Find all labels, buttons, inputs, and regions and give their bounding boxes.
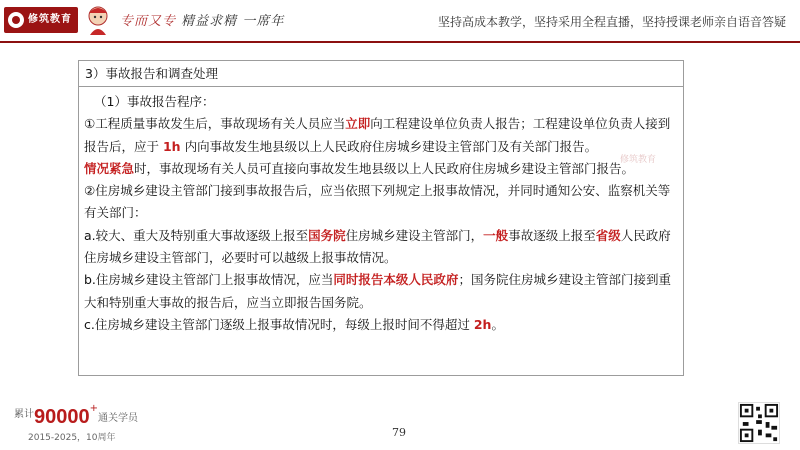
slogan-signature: 一席年 <box>242 14 285 29</box>
p1-text-c: 向工程建设单位负责人报告；工程建设单位负责人接到报告后，应于 <box>84 116 671 154</box>
p4-text-c: 住房城乡建设主管部门， <box>345 227 484 243</box>
watermark: 修筑教育 <box>620 155 657 165</box>
paragraph-1 <box>84 113 679 158</box>
paragraph-5 <box>84 269 679 314</box>
content-body <box>79 87 683 336</box>
header-bar <box>0 0 800 44</box>
paragraph-6 <box>84 314 679 336</box>
stat-plus: + <box>89 403 99 414</box>
section-title: 3）事故报告和调查处理 <box>79 61 683 87</box>
paragraph-3: ②住房城乡建设主管部门接到事故报告后，应当依照下列规定上报事故情况，并同时通知公安、监察机关等有关部门： <box>84 183 671 221</box>
logo-emblem-icon <box>8 12 24 28</box>
p6-text-a: c.住房城乡建设主管部门逐级上报事故情况时，每级上报时间不得超过 <box>84 316 474 332</box>
p4-text-a: a.较大、重大及特别重大事故逐级上报至 <box>84 227 309 243</box>
p5-text-c: ；国务院住房城乡建设主管部门接到重大和特别重大事故的报告后，应当立即报告国务院。 <box>84 272 671 310</box>
logo-text: 修筑教育 <box>28 14 72 25</box>
p1-text-e: 内向事故发生地县级以上人民政府住房城乡建设主管部门及有关部门报告。 <box>180 138 598 154</box>
paragraph-4 <box>84 225 679 270</box>
p2-text-b: 时，事故现场有关人员可直接向事故发生地县级以上人民政府住房城乡建设主管部门报告。 <box>134 160 635 176</box>
slogan-part-2: 精益求精 <box>181 14 238 29</box>
p6-text-c: 。 <box>491 316 504 332</box>
stat-suffix: 通关学员 <box>98 413 139 424</box>
stat-label: 累计 <box>14 409 34 420</box>
footer-stat <box>14 403 138 429</box>
p1-highlight-immediately: 立即 <box>345 116 371 132</box>
header-tagline: 坚持高成本教学，坚持采用全程直播，坚持授课老师亲自语音答疑 <box>437 15 786 29</box>
p4-text-g: 人民政府住房城乡建设主管部门，必要时可以越级上报事故情况。 <box>84 227 671 266</box>
p4-text-e: 事故逐级上报至 <box>508 227 596 243</box>
qr-code-icon <box>738 402 780 444</box>
p2-highlight-emergency: 情况紧急 <box>84 160 135 176</box>
page-number: 79 <box>392 426 406 439</box>
slogan-part-1: 专而又专 <box>120 14 177 29</box>
p1-text-a: ①工程质量事故发生后，事故现场有关人员应当 <box>84 116 346 132</box>
p4-highlight-general: 一般 <box>483 227 509 243</box>
p5-text-a: b.住房城乡建设主管部门上报事故情况，应当 <box>84 272 334 288</box>
p5-highlight-report-government: 同时报告本级人民政府 <box>333 272 459 288</box>
footer-years: 2015-2025，10周年 <box>28 433 116 443</box>
header-divider <box>0 41 800 43</box>
content-box <box>78 60 684 376</box>
header-slogan <box>120 10 284 29</box>
subsection-title: （1）事故报告程序： <box>94 94 215 109</box>
brand-logo <box>4 7 78 33</box>
p1-highlight-1h: 1h <box>162 138 181 154</box>
paragraph-2 <box>84 158 679 180</box>
stat-number: 90000 <box>34 406 90 428</box>
p4-highlight-provincial: 省级 <box>595 227 621 243</box>
p6-highlight-2h: 2h <box>473 316 492 332</box>
mascot-icon <box>84 5 112 37</box>
p4-highlight-state-council: 国务院 <box>308 227 346 243</box>
